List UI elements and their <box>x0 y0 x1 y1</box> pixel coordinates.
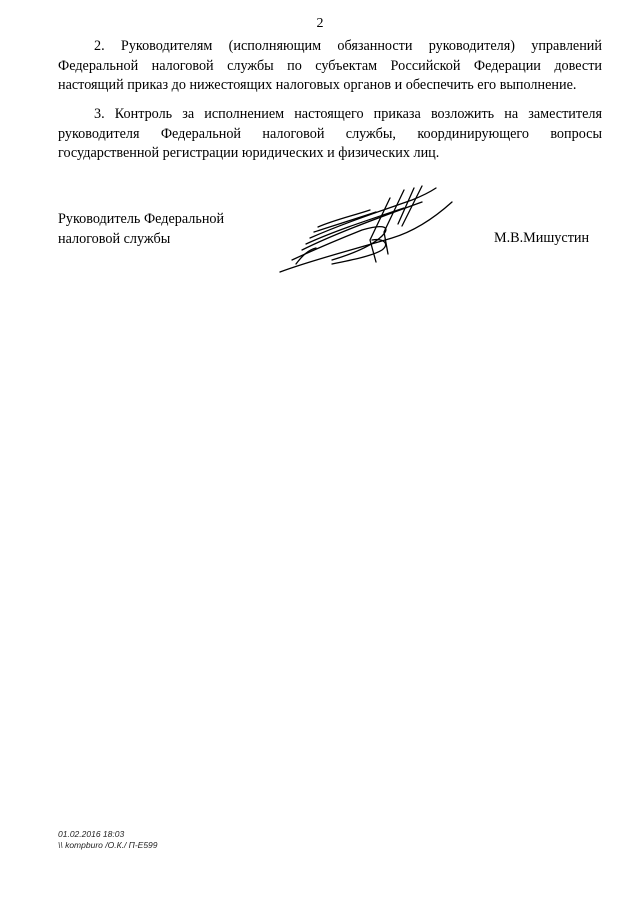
signer-title <box>58 210 224 249</box>
footer-timestamp: 01.02.2016 18:03 <box>58 829 125 839</box>
handwritten-signature <box>272 180 462 280</box>
paragraph-2: 2. Руководителям (исполняющим обязанности руководителя) управлений Федеральной налоговой службы по субъектам Российской Федерации довести настоящий приказ до нижестоящих налоговых органов и обеспечить его выполнение. <box>58 38 602 93</box>
page-number: 2 <box>316 16 324 31</box>
signer-name: М.В.Мишустин <box>494 230 590 246</box>
paragraph-3: 3. Контроль за исполнением настоящего приказа возложить на заместителя руководителя Федеральной налоговой службы, координирующего вопросы государственной регистрации юридических и физических лиц. <box>58 106 602 161</box>
signer-title-line1: Руководитель Федеральной <box>58 211 225 227</box>
signer-title-line2: налоговой службы <box>58 230 171 247</box>
footer-reference: \\ kompburo /О.К./ П-Е599 <box>58 840 158 850</box>
document-footer <box>58 829 158 851</box>
